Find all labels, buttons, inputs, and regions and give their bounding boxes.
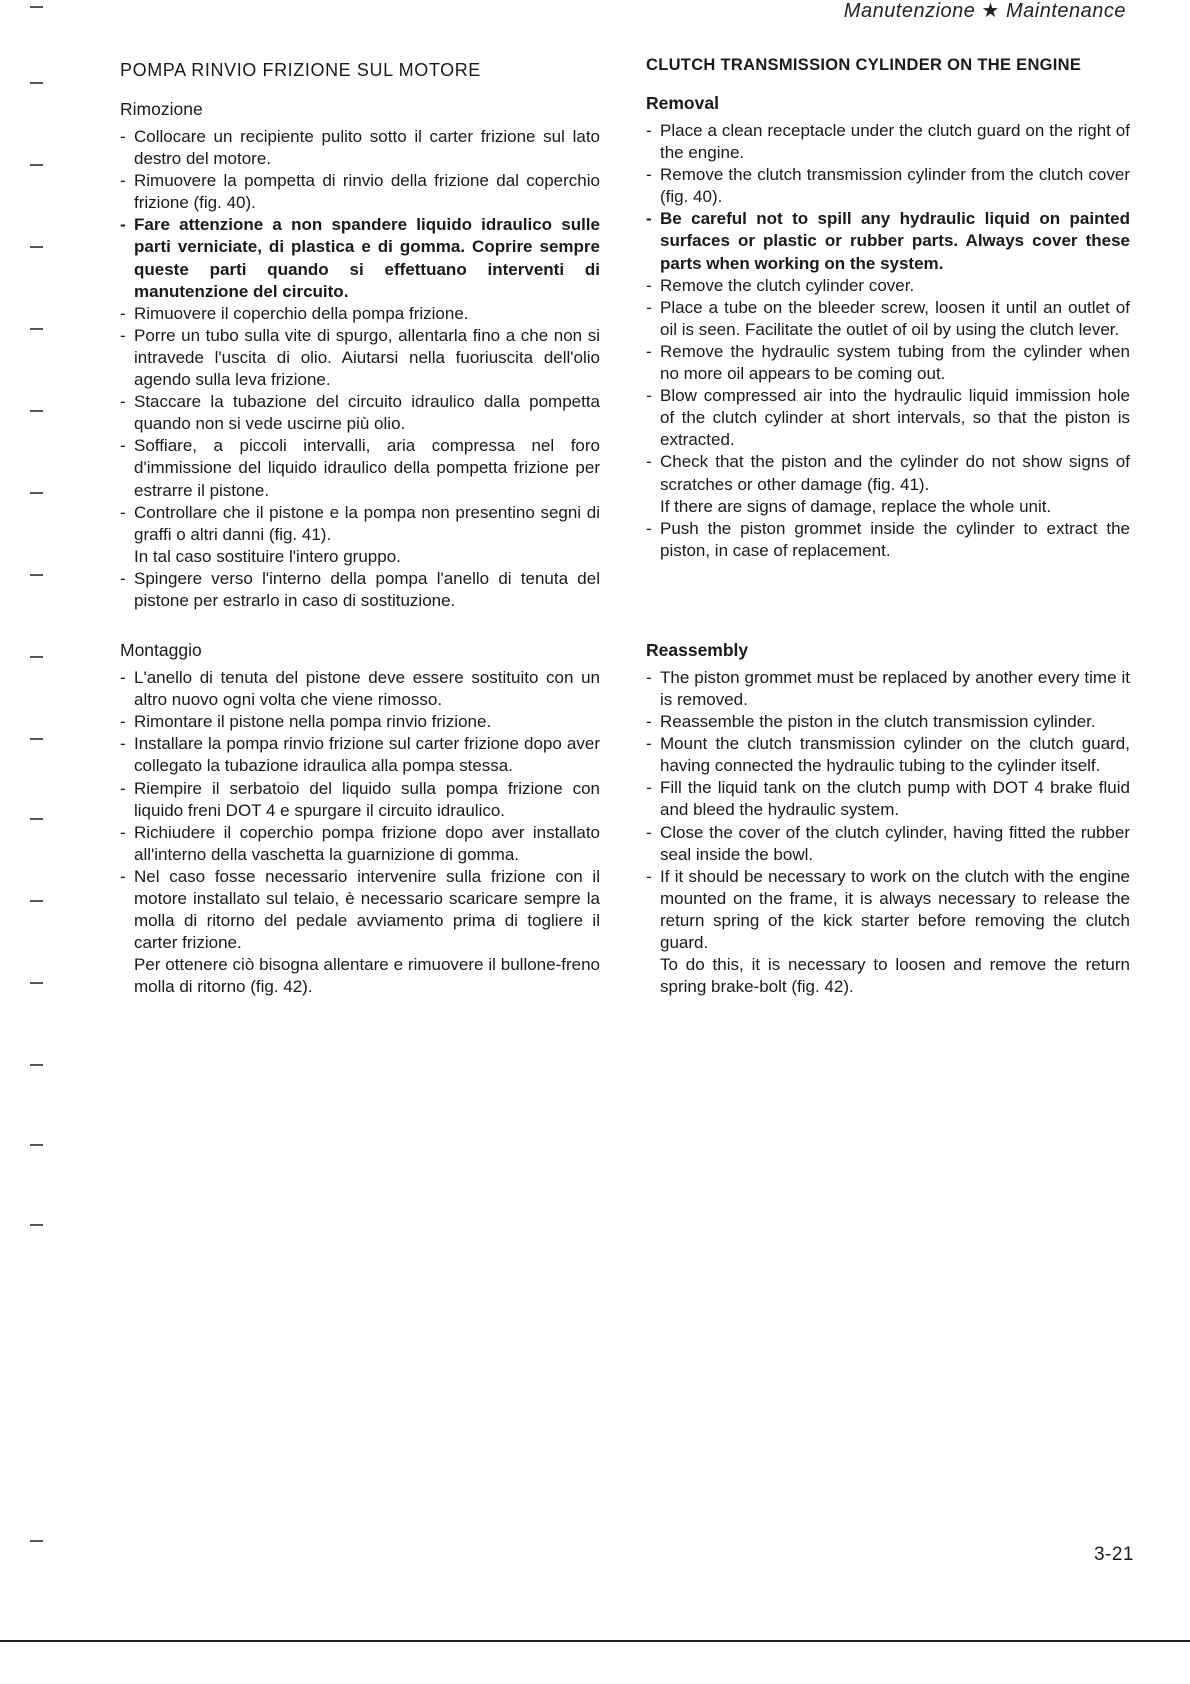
list-item: - Place a tube on the bleeder screw, loosen it until an outlet of oil is seen. Facilitate the outlet of oil by using the clutch lever. bbox=[646, 297, 1130, 341]
margin-mark bbox=[30, 574, 43, 576]
list-item: - L'anello di tenuta del pistone deve essere sostituito con un altro nuovo ogni volta che viene rimosso. bbox=[120, 667, 600, 711]
margin-mark bbox=[30, 6, 43, 8]
list-item: - Nel caso fosse necessario intervenire sulla frizione con il motore installato sul telaio, è necessario scaricare sempre la molla di ritorno del pedale avviamento prima di togliere il carter frizione. bbox=[120, 866, 600, 954]
footer-rule bbox=[0, 1640, 1190, 1642]
list-item: - Check that the piston and the cylinder do not show signs of scratches or other damage (fig. 41). bbox=[646, 451, 1130, 495]
list-item: - Place a clean receptacle under the clutch guard on the right of the engine. bbox=[646, 120, 1130, 164]
italian-section-title: POMPA RINVIO FRIZIONE SUL MOTORE bbox=[120, 60, 481, 80]
list-item-warning: - Be careful not to spill any hydraulic liquid on painted surfaces or plastic or rubber parts. Always cover these parts when working on the system. bbox=[646, 208, 1130, 274]
list-item: - Richiudere il coperchio pompa frizione dopo aver installato all'interno della vaschetta la guarnizione di gomma. bbox=[120, 822, 600, 866]
italian-removal-heading: Rimozione bbox=[120, 99, 203, 119]
english-removal-heading: Removal bbox=[646, 93, 719, 113]
margin-mark bbox=[30, 1224, 43, 1226]
list-item: - Push the piston grommet inside the cylinder to extract the piston, in case of replacement. bbox=[646, 518, 1130, 562]
margin-mark bbox=[30, 982, 43, 984]
list-item: - Collocare un recipiente pulito sotto il carter frizione sul lato destro del motore. bbox=[120, 126, 600, 170]
margin-mark bbox=[30, 656, 43, 658]
list-item-continuation: To do this, it is necessary to loosen and remove the return spring brake-bolt (fig. 42). bbox=[660, 955, 1130, 997]
italian-reassembly-heading: Montaggio bbox=[120, 640, 202, 661]
list-item: - Rimuovere il coperchio della pompa frizione. bbox=[120, 303, 600, 325]
margin-mark bbox=[30, 246, 43, 248]
margin-mark bbox=[30, 164, 43, 166]
list-item: - If it should be necessary to work on the clutch with the engine mounted on the frame, it is always necessary to release the return spring of the kick starter before removing the clutch guard. bbox=[646, 866, 1130, 954]
english-removal-list bbox=[646, 120, 1130, 496]
list-item: - Remove the hydraulic system tubing from the cylinder when no more oil appears to be coming out. bbox=[646, 341, 1130, 385]
margin-mark bbox=[30, 82, 43, 84]
margin-mark bbox=[30, 1064, 43, 1066]
margin-mark bbox=[30, 900, 43, 902]
english-reassembly-list bbox=[646, 667, 1130, 954]
list-item-continuation: In tal caso sostituire l'intero gruppo. bbox=[134, 546, 401, 566]
margin-mark bbox=[30, 328, 43, 330]
italian-reassembly-list bbox=[120, 667, 600, 954]
binding-margin-marks bbox=[30, 0, 50, 1684]
list-item: - Spingere verso l'interno della pompa l'anello di tenuta del pistone per estrarlo in caso di sostituzione. bbox=[120, 568, 600, 612]
english-column bbox=[646, 56, 1130, 998]
italian-column bbox=[120, 56, 600, 998]
list-item: - Staccare la tubazione del circuito idraulico dalla pompetta quando non si vede uscirne più olio. bbox=[120, 391, 600, 435]
list-item: - Reassemble the piston in the clutch transmission cylinder. bbox=[646, 711, 1130, 733]
margin-mark bbox=[30, 1540, 43, 1542]
list-item: - Rimuovere la pompetta di rinvio della frizione dal coperchio frizione (fig. 40). bbox=[120, 170, 600, 214]
list-item-continuation: If there are signs of damage, replace the whole unit. bbox=[660, 496, 1052, 516]
list-item: - Remove the clutch cylinder cover. bbox=[646, 275, 1130, 297]
list-item: - Fill the liquid tank on the clutch pump with DOT 4 brake fluid and bleed the hydraulic system. bbox=[646, 777, 1130, 821]
list-item: - Remove the clutch transmission cylinder from the clutch cover (fig. 40). bbox=[646, 164, 1130, 208]
margin-mark bbox=[30, 1144, 43, 1146]
list-item: - Mount the clutch transmission cylinder on the clutch guard, having connected the hydraulic tubing to the cylinder itself. bbox=[646, 733, 1130, 777]
italian-removal-list bbox=[120, 126, 600, 546]
margin-mark bbox=[30, 818, 43, 820]
english-removal-list-end bbox=[646, 518, 1130, 562]
margin-mark bbox=[30, 492, 43, 494]
page-number: 3-21 bbox=[1093, 1544, 1134, 1565]
list-item-continuation: Per ottenere ciò bisogna allentare e rimuovere il bullone-freno molla di ritorno (fig. 42). bbox=[134, 955, 600, 997]
margin-mark bbox=[30, 738, 43, 740]
margin-mark bbox=[30, 410, 43, 412]
list-item: - Riempire il serbatoio del liquido sulla pompa frizione con liquido freni DOT 4 e spurgare il circuito idraulico. bbox=[120, 778, 600, 822]
italian-removal-list-end bbox=[120, 568, 600, 612]
running-header: Manutenzione ★ Maintenance bbox=[843, 0, 1126, 22]
list-item: - Installare la pompa rinvio frizione sul carter frizione dopo aver collegato la tubazione idraulica alla pompa stessa. bbox=[120, 733, 600, 777]
list-item: - Blow compressed air into the hydraulic liquid immission hole of the clutch cylinder at short intervals, so that the piston is extracted. bbox=[646, 385, 1130, 451]
list-item: - Close the cover of the clutch cylinder, having fitted the rubber seal inside the bowl. bbox=[646, 822, 1130, 866]
english-section-title: CLUTCH TRANSMISSION CYLINDER ON THE ENGINE bbox=[646, 56, 1082, 74]
list-item: - Rimontare il pistone nella pompa rinvio frizione. bbox=[120, 711, 600, 733]
list-item-warning: - Fare attenzione a non spandere liquido idraulico sulle parti verniciate, di plastica e di gomma. Coprire sempre queste parti quando si effettuano interventi di manutenzione del circuito. bbox=[120, 214, 600, 302]
english-reassembly-heading: Reassembly bbox=[646, 639, 749, 660]
list-item: - Porre un tubo sulla vite di spurgo, allentarla fino a che non si intravede l'uscita di olio. Aiutarsi nella fuoriuscita dell'olio agendo sulla leva frizione. bbox=[120, 325, 600, 391]
list-item: - Controllare che il pistone e la pompa non presentino segni di graffi o altri danni (fig. 41). bbox=[120, 502, 600, 546]
list-item: - Soffiare, a piccoli intervalli, aria compressa nel foro d'immissione del liquido idraulico della pompetta frizione per estrarre il pistone. bbox=[120, 435, 600, 501]
list-item: - The piston grommet must be replaced by another every time it is removed. bbox=[646, 667, 1130, 711]
